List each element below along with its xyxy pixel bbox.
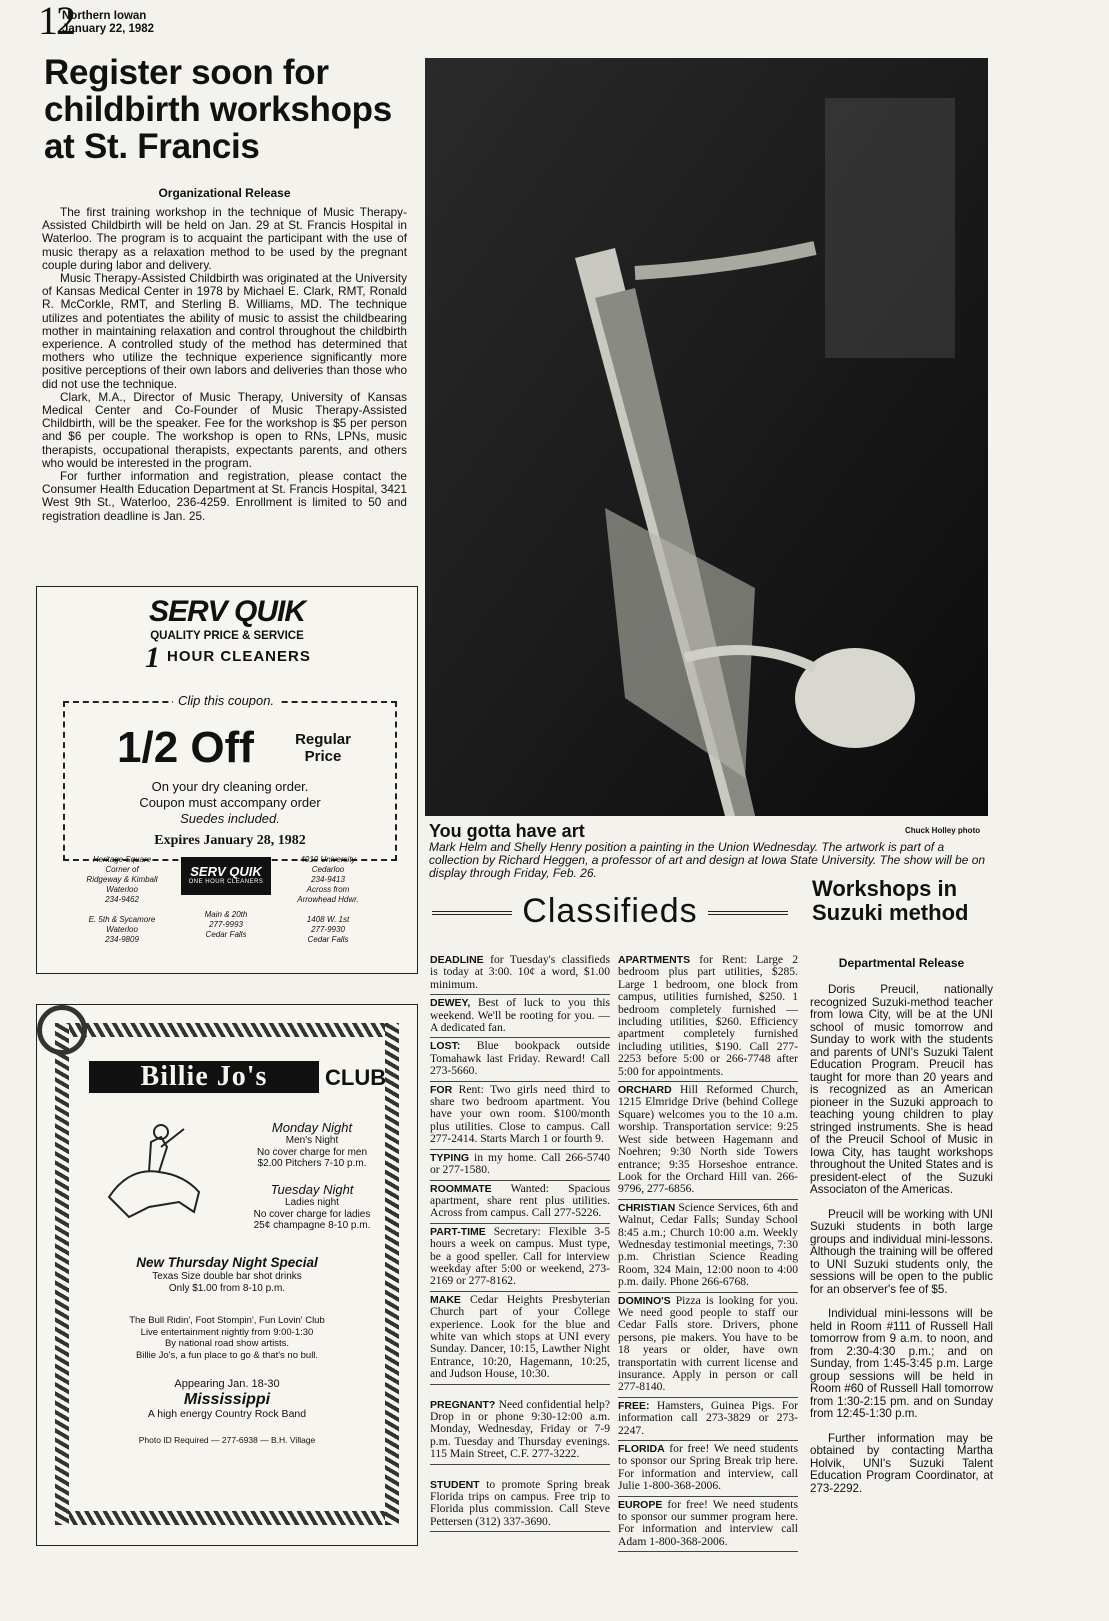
rope-border-top <box>55 1023 399 1037</box>
childbirth-article <box>42 186 407 523</box>
club-description <box>77 1315 377 1361</box>
price-label: Price <box>304 748 342 765</box>
article-byline: Organizational Release <box>158 186 291 200</box>
location-first-street <box>283 915 373 945</box>
classified-key: DEADLINE <box>430 954 484 966</box>
classified-ad <box>430 1181 610 1224</box>
classified-ad <box>430 1038 610 1081</box>
classified-text: Secretary: Flexible 3-5 hours a week on campus. Must type, be a good speller. Call for interview weekday after 5:00 or weekend, 273-2169 or 277-8162. <box>430 1224 610 1288</box>
badge-sub: ONE HOUR CLEANERS <box>188 879 264 885</box>
rope-border-left <box>55 1023 69 1525</box>
article-paragraph: For further information and registration, please contact the Consumer Health Education Department at St. Francis Hospital, 3421 West 9th St., Waterloo, 236-4259. Enrollment is limited to 50 and registration deadline is Jan. 25. <box>42 469 407 523</box>
tuesday-special <box>227 1183 397 1232</box>
location-line: Heritage Square <box>92 855 152 864</box>
coupon-terms <box>65 779 395 827</box>
thursday-title: New Thursday Night Special <box>136 1255 318 1270</box>
classified-ad <box>430 1292 610 1385</box>
location-line: Cedar Falls <box>307 935 349 944</box>
tuesday-title: Tuesday Night <box>270 1182 354 1197</box>
issue-date: January 22, 1982 <box>62 23 155 35</box>
classified-text: Pizza is looking for you. We need good people to staff our Cedar Falls store. Drivers, phone persons, pie makers. You have to be 18 years or older, have own transportatin with current license and insurance. Apply in person or call 277-8140. <box>618 1293 798 1394</box>
classified-key: FREE: <box>618 1399 650 1412</box>
location-line: Corner of <box>105 865 139 874</box>
classified-ad <box>430 952 610 995</box>
classified-text: Wanted: Spacious apartment, share rent plus utilities. Across from campus. Call 277-5226. <box>430 1181 610 1220</box>
clip-coupon-label: Clip this coupon. <box>173 693 279 708</box>
classified-text: for Rent: Large 2 bedroom plus part utilities, $285. Large 1 bedroom, one block from campus, utilities furnished, $250. 1 bedroom completely furnished — including utilities, $260. Efficiency apartment completely furnished including utilities, $190. Call 277-2253 before 5:00 or 266-7748 after 5:00 for appointments. <box>618 953 798 1078</box>
page-number: 12 <box>38 0 74 43</box>
suzuki-article <box>810 956 993 1507</box>
classified-text: Hamsters, Guinea Pigs. For information call 273-3829 or 273-2247. <box>618 1398 798 1437</box>
appearing-band <box>77 1379 377 1420</box>
photo-headline: You gotta have art <box>429 821 585 841</box>
location-line: 1408 W. 1st <box>306 915 350 924</box>
monday-line: No cover charge for men <box>256 1146 368 1158</box>
location-sycamore <box>77 915 167 945</box>
classified-key: LOST: <box>430 1040 461 1053</box>
classified-ad <box>618 1082 798 1200</box>
rope-border-bottom <box>55 1511 399 1525</box>
classified-key: MAKE <box>430 1293 461 1306</box>
classified-text: for free! We need students to sponsor our Spring Break trip here. For information and interview, call Julie 1-800-368-2006. <box>618 1442 798 1493</box>
classified-key: TYPING <box>430 1151 470 1164</box>
location-heritage-square <box>77 855 167 905</box>
classified-text: Best of luck to you this weekend. We'll be rooting for you. — A dedicated fan. <box>430 996 610 1035</box>
art-photo-image <box>425 58 988 816</box>
classified-ad <box>430 1224 610 1292</box>
classified-key: PREGNANT? <box>430 1398 496 1411</box>
monday-line: $2.00 Pitchers 7-10 p.m. <box>257 1158 367 1169</box>
hour-number: 1 <box>145 641 160 674</box>
classified-ad <box>618 1441 798 1497</box>
classified-text: for free! We need students to sponsor our summer program here. For information and interview call Adam 1-800-368-2006. <box>618 1497 798 1548</box>
location-line: 4010 University <box>300 855 356 864</box>
page-info <box>62 10 154 36</box>
rope-knot-icon <box>37 1005 87 1055</box>
article-paragraph: Clark, M.A., Director of Music Therapy, University of Kansas Medical Center and Co-Founder of Music Therapy-Assisted Childbirth, will be the speaker. Fee for the workshop is $5 per person and $6 per couple. The workshop is open to RNs, LPNs, music therapists, occupational therapists, expectants parents, and others who would be interested in the program. <box>42 389 407 470</box>
classified-text: Blue bookpack outside Tomahawk last Friday. Reward! Call 273-5660. <box>430 1039 610 1078</box>
location-main <box>181 910 271 940</box>
thursday-special <box>77 1255 377 1294</box>
location-line: Cedar Falls <box>205 930 247 939</box>
location-line: Waterloo <box>106 925 138 934</box>
classifieds-title: Classifieds <box>522 892 698 930</box>
classified-key: STUDENT <box>430 1478 480 1491</box>
location-line: Across from <box>306 885 350 894</box>
tuesday-line: No cover charge for ladies <box>253 1208 371 1220</box>
location-line: Main & 20th <box>204 910 248 919</box>
suzuki-headline: Workshops in Suzuki method <box>812 876 969 925</box>
classified-ad <box>430 1397 610 1465</box>
classified-text: Rent: Two girls need third to share two bedroom apartment. You have your own room. $100/month plus utilities. Close to campus. Call 277-2414. Starts March 1 or fourth 9. <box>430 1082 610 1146</box>
classified-ad <box>618 1398 798 1441</box>
classified-ad <box>430 995 610 1038</box>
photo-credit: Chuck Holley photo <box>905 826 981 835</box>
band-name: Mississippi <box>183 1390 271 1408</box>
classified-key: ROOMMATE <box>430 1182 492 1195</box>
photo-caption: Mark Helm and Shelly Henry position a painting in the Union Wednesday. The artwork is part of a collection by Richard Heggen, a professor of art and design at Iowa State University. The show will be on display through Friday, Feb. 26. <box>429 840 986 880</box>
badge-logo: SERV QUIK <box>190 864 262 879</box>
classified-text: in my home. Call 266-5740 or 277-1580. <box>430 1150 610 1177</box>
classified-ad <box>430 1477 610 1533</box>
art-photo <box>425 58 988 816</box>
classified-key: PART-TIME <box>430 1225 486 1238</box>
classified-key: EUROPE <box>618 1498 663 1511</box>
monday-line: Men's Night <box>285 1135 339 1146</box>
classified-key: APARTMENTS <box>618 954 691 966</box>
monday-special <box>227 1121 397 1170</box>
location-university <box>283 855 373 905</box>
coupon-line: Coupon must accompany order <box>139 795 321 810</box>
location-line: Arrowhead Hdwr. <box>297 895 359 904</box>
classified-text: for Tuesday's classifieds is today at 3:00. 10¢ a word, $1.00 minimum. <box>430 953 610 991</box>
coupon-expiration: Expires January 28, 1982 <box>154 833 306 848</box>
bull-rider-icon <box>89 1117 219 1227</box>
suzuki-byline: Departmental Release <box>838 956 965 970</box>
servquik-ad <box>36 586 418 974</box>
classified-key: FOR <box>430 1083 453 1096</box>
servquik-tagline: QUALITY PRICE & SERVICE <box>150 630 304 642</box>
location-line: E. 5th & Sycamore <box>88 915 156 924</box>
classifieds-column-1 <box>430 952 610 1532</box>
classified-ad <box>430 1150 610 1181</box>
classified-key: DOMINO'S <box>618 1294 671 1307</box>
classified-text: to promote Spring break Florida trips on campus. Free trip to Florida plus commission. Call Steve Pettersen (312) 337-3690. <box>430 1477 610 1528</box>
suzuki-paragraph: Further information may be obtained by contacting Martha Holvik, UNI's Suzuki Talent Education Program Coordinator, at 273-2292. <box>810 1431 993 1495</box>
article-headline: Register soon for childbirth workshops at St. Francis <box>44 53 392 166</box>
thursday-line: Only $1.00 from 8-10 p.m. <box>168 1282 286 1294</box>
classified-ad <box>618 1293 798 1398</box>
servquik-logo: SERV QUIK <box>148 595 306 628</box>
location-line: Cedarloo <box>311 865 345 874</box>
classified-text: Need confidential help? Drop in or phone 9:30-12:00 a.m. Monday, Wednesday, Friday or 7-9 p.m. Tuesday and Thursday evenings. 115 Main Street, C.F. 277-3222. <box>430 1397 610 1461</box>
tuesday-line: Ladies night <box>285 1197 339 1208</box>
rope-border-right <box>385 1023 399 1525</box>
article-paragraph: Music Therapy-Assisted Childbirth was originated at the University of Kansas Medical Center in 1978 by Michael E. Clark, RMT, Ronald R. McCorkle, RMT, and Sterling B. Williams, MD. The technique utilizes and potentiates the ability of music to assist the childbearing mother in maintaining relaxation and control throughout the childbirth experience. A controlled study of the method has determined that mothers who utilize the technique experience significantly more positive perceptions of their own labors and deliveries than those who did not use the technique. <box>42 271 407 391</box>
band-description: A high energy Country Rock Band <box>147 1407 307 1420</box>
classified-key: ORCHARD <box>618 1084 672 1097</box>
club-label: CLUB <box>325 1065 387 1090</box>
monday-title: Monday Night <box>271 1120 353 1135</box>
suzuki-paragraph: Preucil will be working with UNI Suzuki students in both large groups and individual mini-lessons. Although the training will be offered to UNI Suzuki students only, the sessions will be open to the public for an observer's fee of $5. <box>810 1207 993 1296</box>
regular-label: Regular <box>295 731 351 748</box>
thursday-line: Texas Size double bar shot drinks <box>152 1271 302 1282</box>
suzuki-paragraph: Individual mini-lessons will be held in Room #111 of Russell Hall tomorrow from 9 a.m. to noon, and from 2:30-4:30 p.m.; and on Sunday, from 1:45-3:45 p.m. Large group sessions will be held in Room #60 of Russell Hall tomorrow from 1:30-2:15 pm. and on Sunday from 12:45-1:30 p.m. <box>810 1307 993 1420</box>
location-line: 277-9993 <box>209 920 243 929</box>
coupon[interactable] <box>63 693 397 861</box>
classified-key: DEWEY, <box>430 997 471 1010</box>
club-line: Live entertainment nightly from 9:00-1:30 <box>140 1326 314 1338</box>
classified-text: Science Services, 6th and Walnut, Cedar Falls; Sunday School 8:45 a.m.; Church 10:00 a.m. Weekly Wednesday testimonial meetings, 7:30 p.m. Christian Science Reading Room, 324 Main, 12:00 noon to 4:00 p.m. daily. Phone 266-6768. <box>618 1200 798 1289</box>
servquik-badge <box>181 857 271 895</box>
article-paragraph: The first training workshop in the technique of Music Therapy-Assisted Childbirth will be held on Jan. 29 at St. Francis Hospital in Waterloo. The program is to acquaint the participant with the use of music therapy as a relaxation method to be used by the pregnant couple during labor and delivery. <box>42 205 407 272</box>
classified-ad <box>618 1497 798 1553</box>
classified-ad <box>618 952 798 1082</box>
billiejos-logo: Billie Jo's <box>89 1061 319 1093</box>
location-line: Ridgeway & Kimball <box>86 875 158 884</box>
classified-key: FLORIDA <box>618 1443 665 1456</box>
club-line: By national road show artists. <box>164 1338 290 1349</box>
location-line: 277-9930 <box>311 925 345 934</box>
club-line: The Bull Ridin', Foot Stompin', Fun Lovin' Club <box>129 1315 325 1326</box>
location-line: 234-9413 <box>311 875 345 884</box>
suzuki-paragraph: Doris Preucil, nationally recognized Suzuki-method teacher from Iowa City, will be at the UNI school of music tomorrow and Sunday to work with the students and parents of UNI's Suzuki Talent Education Program. Preucil has taught for more than 20 years and is recognized as an American pioneer in the Suzuki approach to teaching young children to play stringed instruments. She is head of the Preucil School of Music in Iowa City, has taught workshops throughout the United States and is president-elect of the Suzuki Associaton of the Americas. <box>810 983 993 1196</box>
classifieds-column-2 <box>618 952 798 1552</box>
billiejos-footer: Photo ID Required — 277-6938 — B.H. Village <box>138 1435 316 1445</box>
classified-ad <box>430 1082 610 1150</box>
club-line: Billie Jo's, a fun place to go & that's no bull. <box>135 1349 319 1361</box>
location-line: 234-9462 <box>105 895 139 904</box>
classified-text: Hill Reformed Church, 1215 Elmridge Drive (behind College Square) welcomes you to the 10 a.m. worship. Transportation service: 9:25 West side between Hagemann and Noehren; 9:30 North side Towers entrance; 9:35 Horseshoe entrance. Look for the Orchard Hill van. 266-9796, 277-6856. <box>618 1083 798 1196</box>
location-line: 234-9809 <box>105 935 139 944</box>
hour-cleaners: HOUR CLEANERS <box>167 648 311 665</box>
coupon-line: On your dry cleaning order. <box>151 779 309 794</box>
appearing-dates: Appearing Jan. 18-30 <box>174 1378 280 1390</box>
classified-key: CHRISTIAN <box>618 1201 676 1214</box>
classified-text: Cedar Heights Presbyterian Church part of your College experience. Look for the blue and white van which stops at UNI every Sunday. Dancer, 10:15, Lawther Night Entrance, 10:20, Hagemann, 10:25, and Judson House, 10:30. <box>430 1292 610 1381</box>
publication-name: Northern Iowan <box>62 10 147 22</box>
billiejos-ad <box>36 1004 418 1546</box>
coupon-line: Suedes included. <box>180 811 280 826</box>
discount-text: 1/2 Off <box>117 723 254 772</box>
regular-price <box>293 731 353 765</box>
tuesday-line: 25¢ champagne 8-10 p.m. <box>253 1220 371 1231</box>
location-line: Waterloo <box>106 885 138 894</box>
classified-ad <box>618 1200 798 1293</box>
